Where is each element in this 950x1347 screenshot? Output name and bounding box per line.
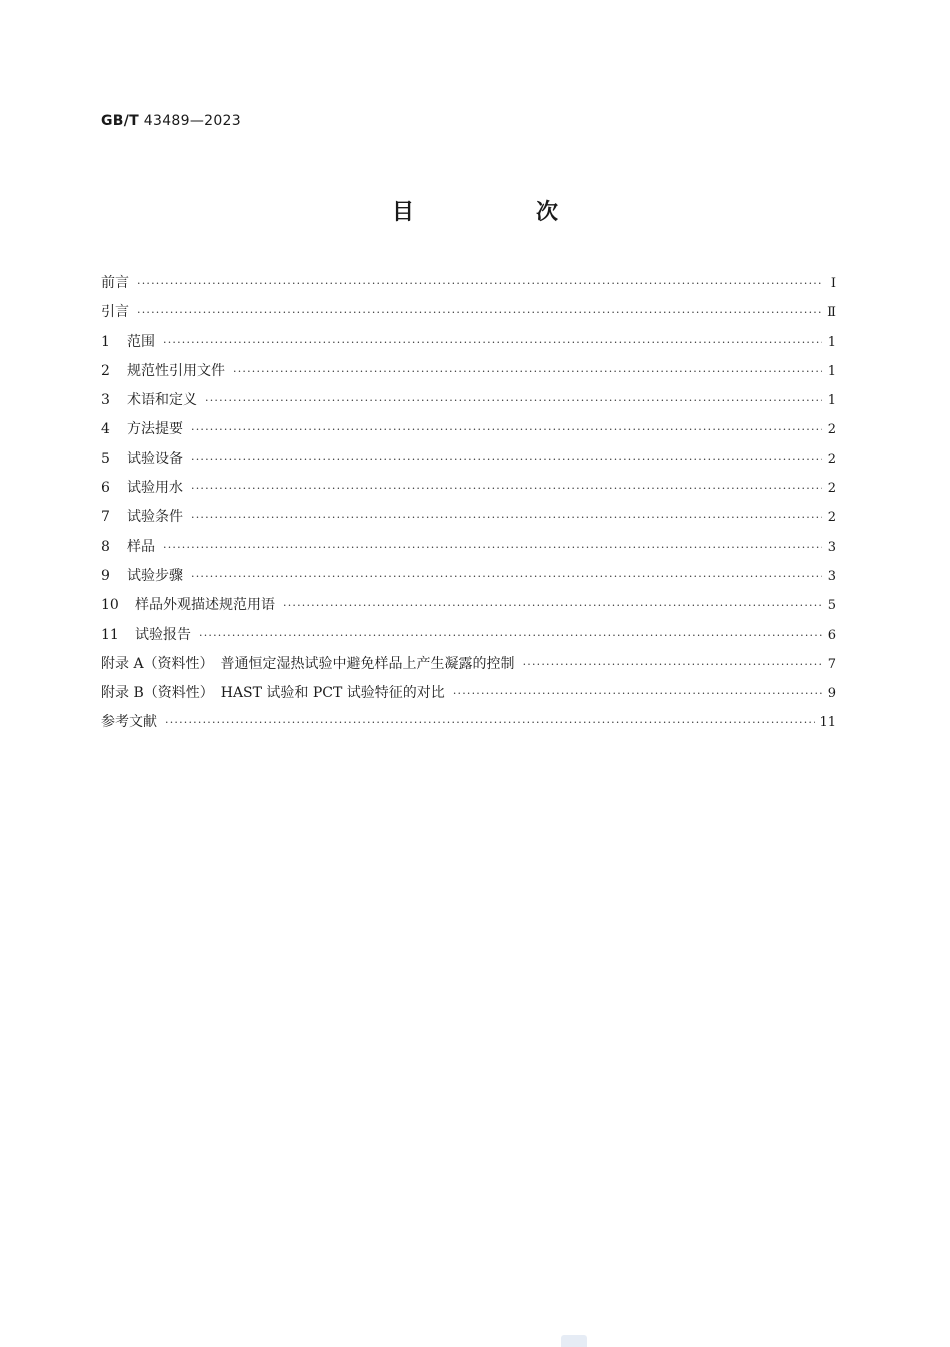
toc-entry-number: 8	[101, 538, 110, 555]
toc-entry-number: 3	[101, 392, 110, 409]
toc-entry-label: 术语和定义	[127, 392, 197, 409]
toc-entry-page: 1	[827, 393, 836, 409]
toc-entry-appearance-terms[interactable]	[101, 594, 836, 623]
toc-entry-label: 引言	[101, 304, 129, 321]
toc-entry-page: 3	[827, 539, 836, 555]
toc-entry-test-equipment[interactable]	[101, 448, 836, 477]
toc-entry-page: 11	[819, 715, 836, 731]
toc-leader-dots	[523, 658, 822, 671]
toc-entry-number: 7	[101, 509, 110, 526]
toc-leader-dots	[137, 277, 822, 290]
toc-entry-appendix-a[interactable]	[101, 653, 836, 682]
toc-entry-introduction[interactable]	[101, 301, 836, 330]
toc-entry-label: 前言	[101, 275, 129, 291]
toc-entry-preface[interactable]	[101, 272, 836, 301]
toc-entry-label: 试验设备	[127, 450, 183, 467]
toc-entry-page: 2	[827, 451, 836, 467]
toc-leader-dots	[233, 365, 822, 378]
toc-leader-dots	[283, 599, 822, 612]
toc-entry-label: 附录 A（资料性） 普通恒定湿热试验中避免样品上产生凝露的控制	[101, 655, 515, 672]
toc-leader-dots	[165, 716, 815, 729]
toc-entry-method-summary[interactable]	[101, 418, 836, 447]
toc-entry-bibliography[interactable]	[101, 711, 836, 740]
toc-entry-number: 2	[101, 362, 110, 379]
toc-entry-label: 样品	[127, 538, 155, 555]
toc-leader-dots	[191, 482, 822, 495]
toc-entry-page: Ⅱ	[827, 305, 836, 321]
toc-entry-test-procedure[interactable]	[101, 565, 836, 594]
toc-entry-number: 1	[101, 333, 110, 350]
toc-leader-dots	[191, 570, 822, 583]
toc-entry-number: 11	[101, 626, 119, 643]
toc-leader-dots	[191, 453, 822, 466]
toc-entry-scope[interactable]	[101, 331, 836, 360]
toc-entry-page: 6	[827, 627, 836, 643]
toc-leader-dots	[163, 336, 822, 349]
toc-entry-label: 样品外观描述规范用语	[135, 597, 275, 614]
toc-entry-page: 2	[827, 510, 836, 526]
toc-entry-number: 4	[101, 421, 110, 438]
toc-entry-number: 5	[101, 450, 110, 467]
toc-entry-label: 方法提要	[127, 421, 183, 438]
toc-entry-test-report[interactable]	[101, 624, 836, 653]
toc-entry-page: 2	[827, 481, 836, 497]
standard-prefix: GB/T	[101, 113, 140, 129]
toc-entry-appendix-b[interactable]	[101, 682, 836, 711]
toc-entry-page: 9	[827, 686, 836, 702]
toc-entry-label: 范围	[127, 333, 155, 350]
toc-entry-page: 1	[827, 363, 836, 379]
toc-entry-page: 3	[827, 568, 836, 584]
toc-leader-dots	[191, 423, 822, 436]
toc-entry-page: 2	[827, 422, 836, 438]
toc-entry-normative-references[interactable]	[101, 360, 836, 389]
toc-entry-label: 试验报告	[135, 626, 191, 643]
toc-leader-dots	[191, 511, 822, 524]
toc-entry-label: 附录 B（资料性） HAST 试验和 PCT 试验特征的对比	[101, 685, 445, 702]
toc-entry-label: 试验用水	[127, 480, 183, 497]
toc-entry-test-conditions[interactable]	[101, 506, 836, 535]
standard-header	[101, 113, 241, 129]
standard-number: 43489—2023	[143, 113, 241, 129]
toc-entry-page: 1	[827, 334, 836, 350]
toc-entry-test-water[interactable]	[101, 477, 836, 506]
toc-entry-label: 规范性引用文件	[127, 362, 225, 379]
scroll-indicator	[561, 1335, 587, 1347]
toc-entry-samples[interactable]	[101, 536, 836, 565]
toc-title: 目 次	[391, 200, 608, 225]
toc-entry-terms-definitions[interactable]	[101, 389, 836, 418]
toc-leader-dots	[199, 629, 822, 642]
toc-entry-page: 5	[827, 598, 836, 614]
toc-entry-page: 7	[827, 656, 836, 672]
toc-entry-label: 参考文献	[101, 714, 157, 731]
toc-entry-label: 试验步骤	[127, 567, 183, 584]
toc-entry-label: 试验条件	[127, 509, 183, 526]
toc-leader-dots	[453, 687, 822, 700]
toc-entry-number: 6	[101, 480, 110, 497]
table-of-contents	[101, 272, 836, 741]
toc-leader-dots	[137, 306, 822, 319]
toc-entry-number: 10	[101, 597, 119, 614]
toc-leader-dots	[205, 394, 822, 407]
toc-leader-dots	[163, 541, 822, 554]
toc-entry-number: 9	[101, 567, 110, 584]
toc-entry-page: Ⅰ	[830, 276, 836, 291]
